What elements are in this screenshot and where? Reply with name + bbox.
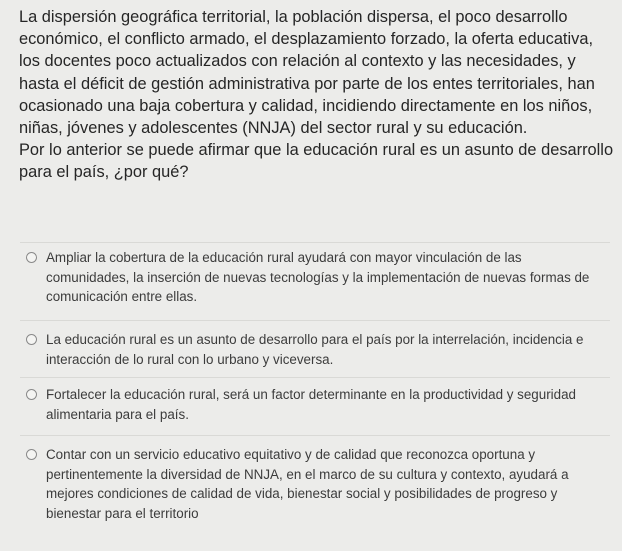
radio-button-icon[interactable] [26, 449, 37, 460]
option-3[interactable] [26, 385, 606, 424]
divider [20, 435, 610, 436]
radio-button-icon[interactable] [26, 334, 37, 345]
question-text [19, 6, 615, 184]
option-1[interactable] [26, 248, 606, 307]
divider [20, 377, 610, 378]
option-3-label: Fortalecer la educación rural, será un factor determinante en la productividad y seguridad alimentaria para el país. [46, 387, 576, 422]
option-1-label: Ampliar la cobertura de la educación rural ayudará con mayor vinculación de las comunidades, la inserción de nuevas tecnologías y la implementación de nuevas formas de comunicación entre ellas. [46, 250, 590, 305]
radio-button-icon[interactable] [26, 389, 37, 400]
option-2-label: La educación rural es un asunto de desarrollo para el país por la interrelación, incidencia e interacción de lo rural con lo urbano y viceversa. [46, 332, 584, 367]
option-4-label: Contar con un servicio educativo equitativo y de calidad que reconozca oportuna y pertinentemente la diversidad de NNJA, en el marco de su cultura y contexto, ayudará a mejores condiciones de calidad de vida, bienestar social y posibilidades de progreso y bienestar para el territorio [46, 447, 569, 521]
question-paragraph-1: La dispersión geográfica territorial, la población dispersa, el poco desarrollo económico, el conflicto armado, el desplazamiento forzado, la oferta educativa, los docentes poco actualizados con relación al contexto y las necesidades, y hasta el déficit de gestión administrativa por parte de los entes territoriales, han ocasionado una baja cobertura y calidad, incidiendo directamente en los niños, niñas, jóvenes y adolescentes (NNJA) del sector rural y su educación. [19, 8, 595, 138]
question-paragraph-2: Por lo anterior se puede afirmar que la educación rural es un asunto de desarrollo para el país, ¿por qué? [19, 141, 614, 182]
divider [20, 320, 610, 321]
option-2[interactable] [26, 330, 606, 369]
divider [20, 242, 610, 243]
option-4[interactable] [26, 445, 606, 523]
radio-button-icon[interactable] [26, 252, 37, 263]
